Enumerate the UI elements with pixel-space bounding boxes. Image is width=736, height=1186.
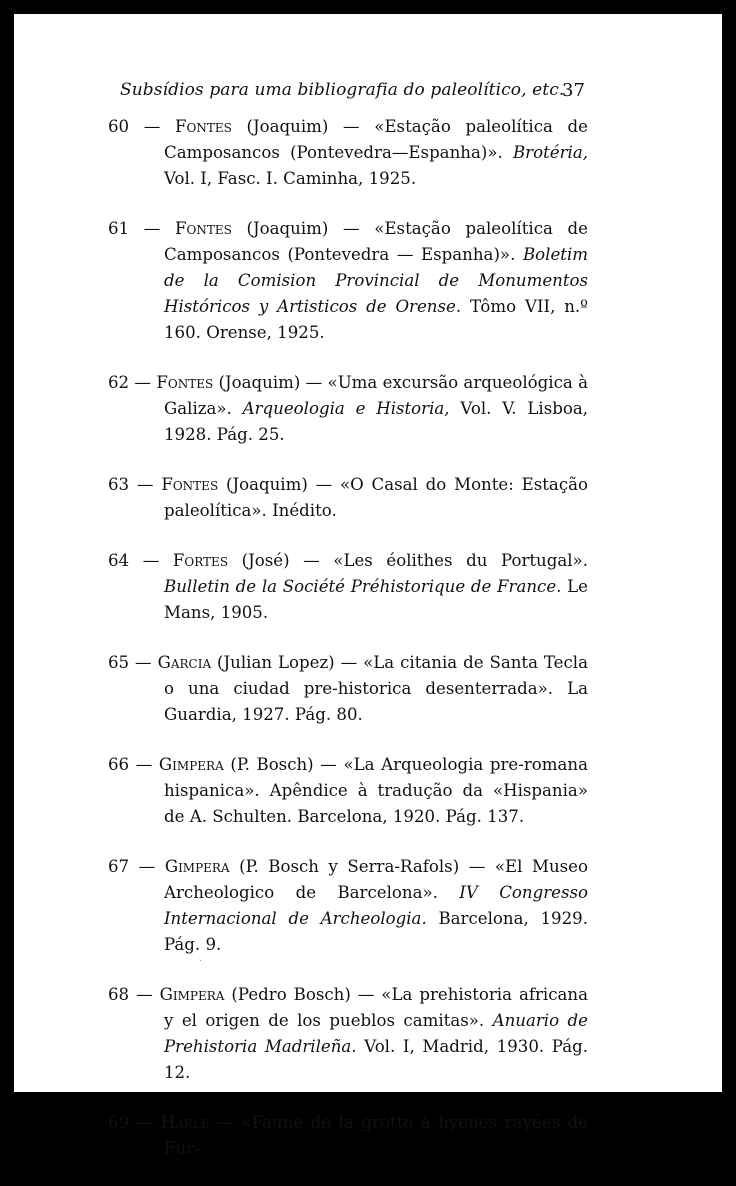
entry-author: Fortes — [172, 551, 229, 570]
entry-number: 62 — [108, 373, 130, 392]
entry-number: 68 — [108, 985, 130, 1004]
entry-series: Anuario de Prehistoria Madrileña. — [164, 1011, 588, 1056]
entry-series: Boletim de la Comision Provincial de Monumentos Históricos y Artisticos de Orense. — [164, 245, 588, 316]
entry-text: (P. Bosch y Serra-Rafols) — «El Museo Archeologico de Barcelona». — [164, 857, 588, 902]
bibliography-entry-60: 60 — Fontes (Joaquim) — «Estação paleolítica de Camposancos (Pontevedra—Espanha)». Brotéria, Vol. I, Fasc. I. Caminha, 1925. — [108, 117, 588, 188]
entry-number: 64 — [108, 551, 130, 570]
entry-number: 61 — [108, 219, 130, 238]
entry-author: Gimpera — [164, 857, 230, 876]
entry-number: 60 — [108, 117, 130, 136]
entry-author: Gimpera — [158, 755, 224, 774]
entry-text: (Pedro Bosch) — «La prehistoria africana y el origen de los pueblos camitas». — [164, 985, 588, 1030]
entry-author: Garcia — [157, 653, 212, 672]
book-page — [14, 14, 722, 1158]
bibliography-list — [108, 114, 588, 1186]
bibliography-entry-61: 61 — Fontes (Joaquim) — «Estação paleolítica de Camposancos (Pontevedra — Espanha)». Boletim de la Comision Provincial de Monumentos Históricos y Artisticos de Orense. Tômo VII, n.º 160. Orense, 1925. — [108, 219, 588, 342]
entry-series: Arqueologia e Historia, — [242, 399, 450, 418]
entry-tail: Barcelona, 1929. Pág. 9. — [164, 909, 588, 954]
entry-text: (Joaquim) — «Estação paleolítica de Camposancos (Pontevedra — Espanha)». — [164, 219, 588, 264]
entry-text: (José) — «Les éolithes du Portugal». — [228, 551, 588, 570]
bibliography-entry-69: 69 — Harlé — «Faune de la grotte à hyenes rayées de Fur- — [108, 1113, 588, 1158]
entry-series: Bulletin de la Société Préhistorique de France. — [164, 577, 562, 596]
entry-number: 63 — [108, 475, 130, 494]
entry-tail: Apêndice à tradução da «Hispania» de A. Schulten. Barcelona, 1920. Pág. 137. — [164, 781, 588, 826]
ink-speck: ˎ — [199, 952, 202, 961]
bibliography-entry-67: 67 — Gimpera (P. Bosch y Serra-Rafols) — «El Museo Archeologico de Barcelona». IV Congresso Internacional de Archeologia. Barcelona, 1929. Pág. 9. — [108, 857, 589, 954]
entry-text: (Joaquim) — «Uma excursão arqueológica à Galiza». — [164, 373, 588, 418]
entry-text: (Joaquim) — «Estação paleolítica de Camposancos (Pontevedra—Espanha)». — [164, 117, 588, 162]
bibliography-entry-64: 64 — Fortes (José) — «Les éolithes du Portugal». Bulletin de la Société Préhistorique de France. Le Mans, 1905. — [108, 551, 588, 622]
bibliography-entry-65: 65 — Garcia (Julian Lopez) — «La citania de Santa Tecla o una ciudad pre-historica desenterrada». La Guardia, 1927. Pág. 80. — [108, 653, 588, 724]
entry-author: Fontes — [175, 219, 232, 238]
entry-number: 67 — [108, 857, 130, 876]
entry-series: IV Congresso Internacional de Archeologia. — [164, 883, 589, 928]
entry-text: (Julian Lopez) — «La citania de Santa Tecla o una ciudad pre-historica desenterrada». — [164, 653, 588, 698]
bibliography-entry-66: 66 — Gimpera (P. Bosch) — «La Arqueologia pre-romana hispanica». Apêndice à tradução da «Hispania» de A. Schulten. Barcelona, 1920. Pág. 137. — [108, 755, 588, 826]
entry-tail: Vol. I, Fasc. I. Caminha, 1925. — [164, 169, 417, 188]
entry-text: (Joaquim) — «O Casal do Monte: Estação paleolítica». — [164, 475, 588, 520]
entry-tail: Tômo VII, n.º 160. Orense, 1925. — [164, 297, 588, 342]
bibliography-entry-62: 62 — Fontes (Joaquim) — «Uma excursão arqueológica à Galiza». Arqueologia e Historia, Vol. V. Lisboa, 1928. Pág. 25. — [108, 373, 588, 444]
entry-author: Fontes — [156, 373, 214, 392]
entry-tail: Inédito. — [272, 501, 337, 520]
entry-number: 69 — [108, 1113, 130, 1132]
entry-text: (P. Bosch) — «La Arqueologia pre-romana hispanica». — [164, 755, 588, 800]
entry-series: Brotéria, — [512, 143, 588, 162]
bibliography-entry-63: 63 — Fontes (Joaquim) — «O Casal do Monte: Estação paleolítica». Inédito. — [108, 475, 588, 520]
entry-author: Fontes — [175, 117, 232, 136]
entry-tail: La Guardia, 1927. Pág. 80. — [164, 679, 588, 724]
entry-tail: Vol. I, Madrid, 1930. Pág. 12. — [164, 1037, 588, 1082]
page-number: 37 — [562, 80, 585, 101]
entry-number: 66 — [108, 755, 130, 774]
bibliography-entry-68: 68 — Gimpera (Pedro Bosch) — «La prehistoria africana y el origen de los pueblos camitas». Anuario de Prehistoria Madrileña. Vol. I, Madrid, 1930. Pág. 12. — [108, 985, 588, 1082]
running-title: Subsídios para uma bibliografia do paleolítico, etc. — [120, 80, 565, 100]
entry-tail: Vol. V. Lisboa, 1928. Pág. 25. — [164, 399, 588, 444]
entry-tail: Le Mans, 1905. — [164, 577, 588, 622]
entry-number: 65 — [108, 653, 130, 672]
running-head — [14, 80, 722, 110]
entry-author: Harlé — [160, 1113, 210, 1132]
entry-author: Gimpera — [159, 985, 225, 1004]
entry-text: — «Faune de la grotte à hyenes rayées de Fur- — [164, 1113, 588, 1158]
entry-author: Fontes — [161, 475, 219, 494]
